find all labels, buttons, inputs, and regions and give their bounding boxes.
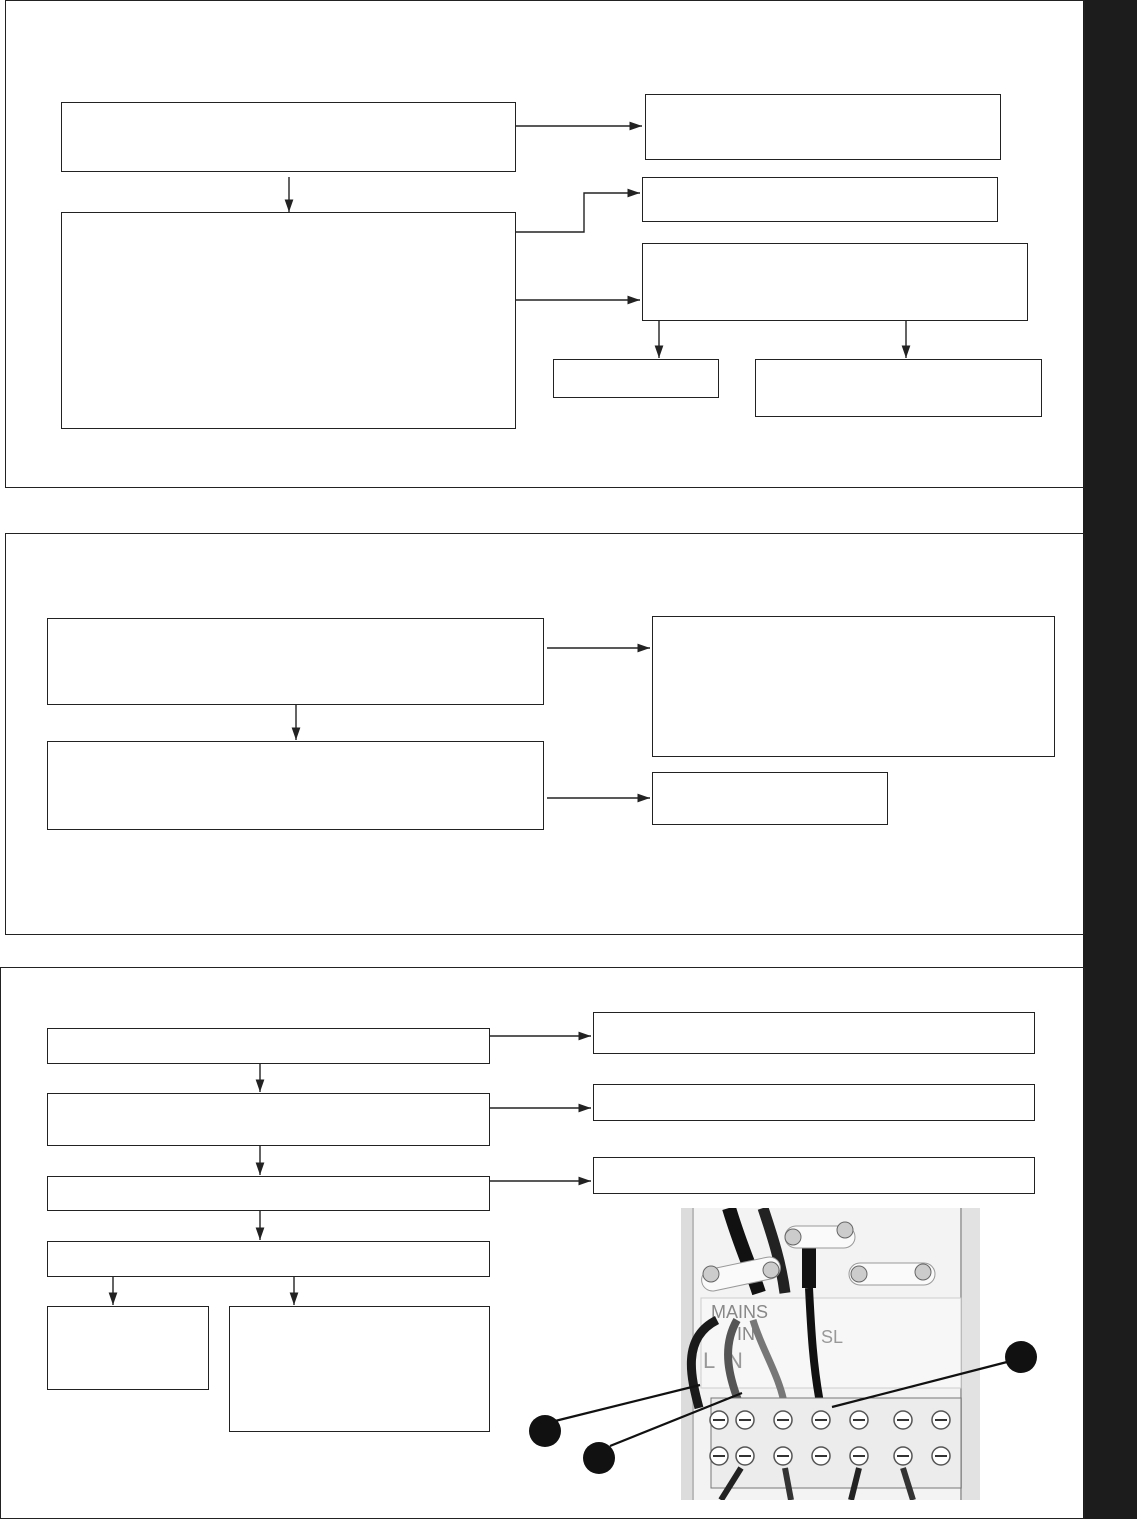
callout-marker-1 bbox=[529, 1415, 561, 1447]
callout-marker-3 bbox=[1005, 1341, 1037, 1373]
marking-l: L bbox=[703, 1348, 716, 1373]
leader-line-1 bbox=[555, 1385, 700, 1421]
marking-n: N bbox=[727, 1348, 743, 1373]
leader-line-2 bbox=[610, 1393, 742, 1446]
marking-mains: MAINS bbox=[711, 1302, 769, 1322]
marking-in: IN bbox=[737, 1324, 755, 1344]
callout-marker-2 bbox=[583, 1442, 615, 1474]
leader-line-3 bbox=[832, 1362, 1007, 1407]
marking-sl: SL bbox=[821, 1327, 844, 1347]
